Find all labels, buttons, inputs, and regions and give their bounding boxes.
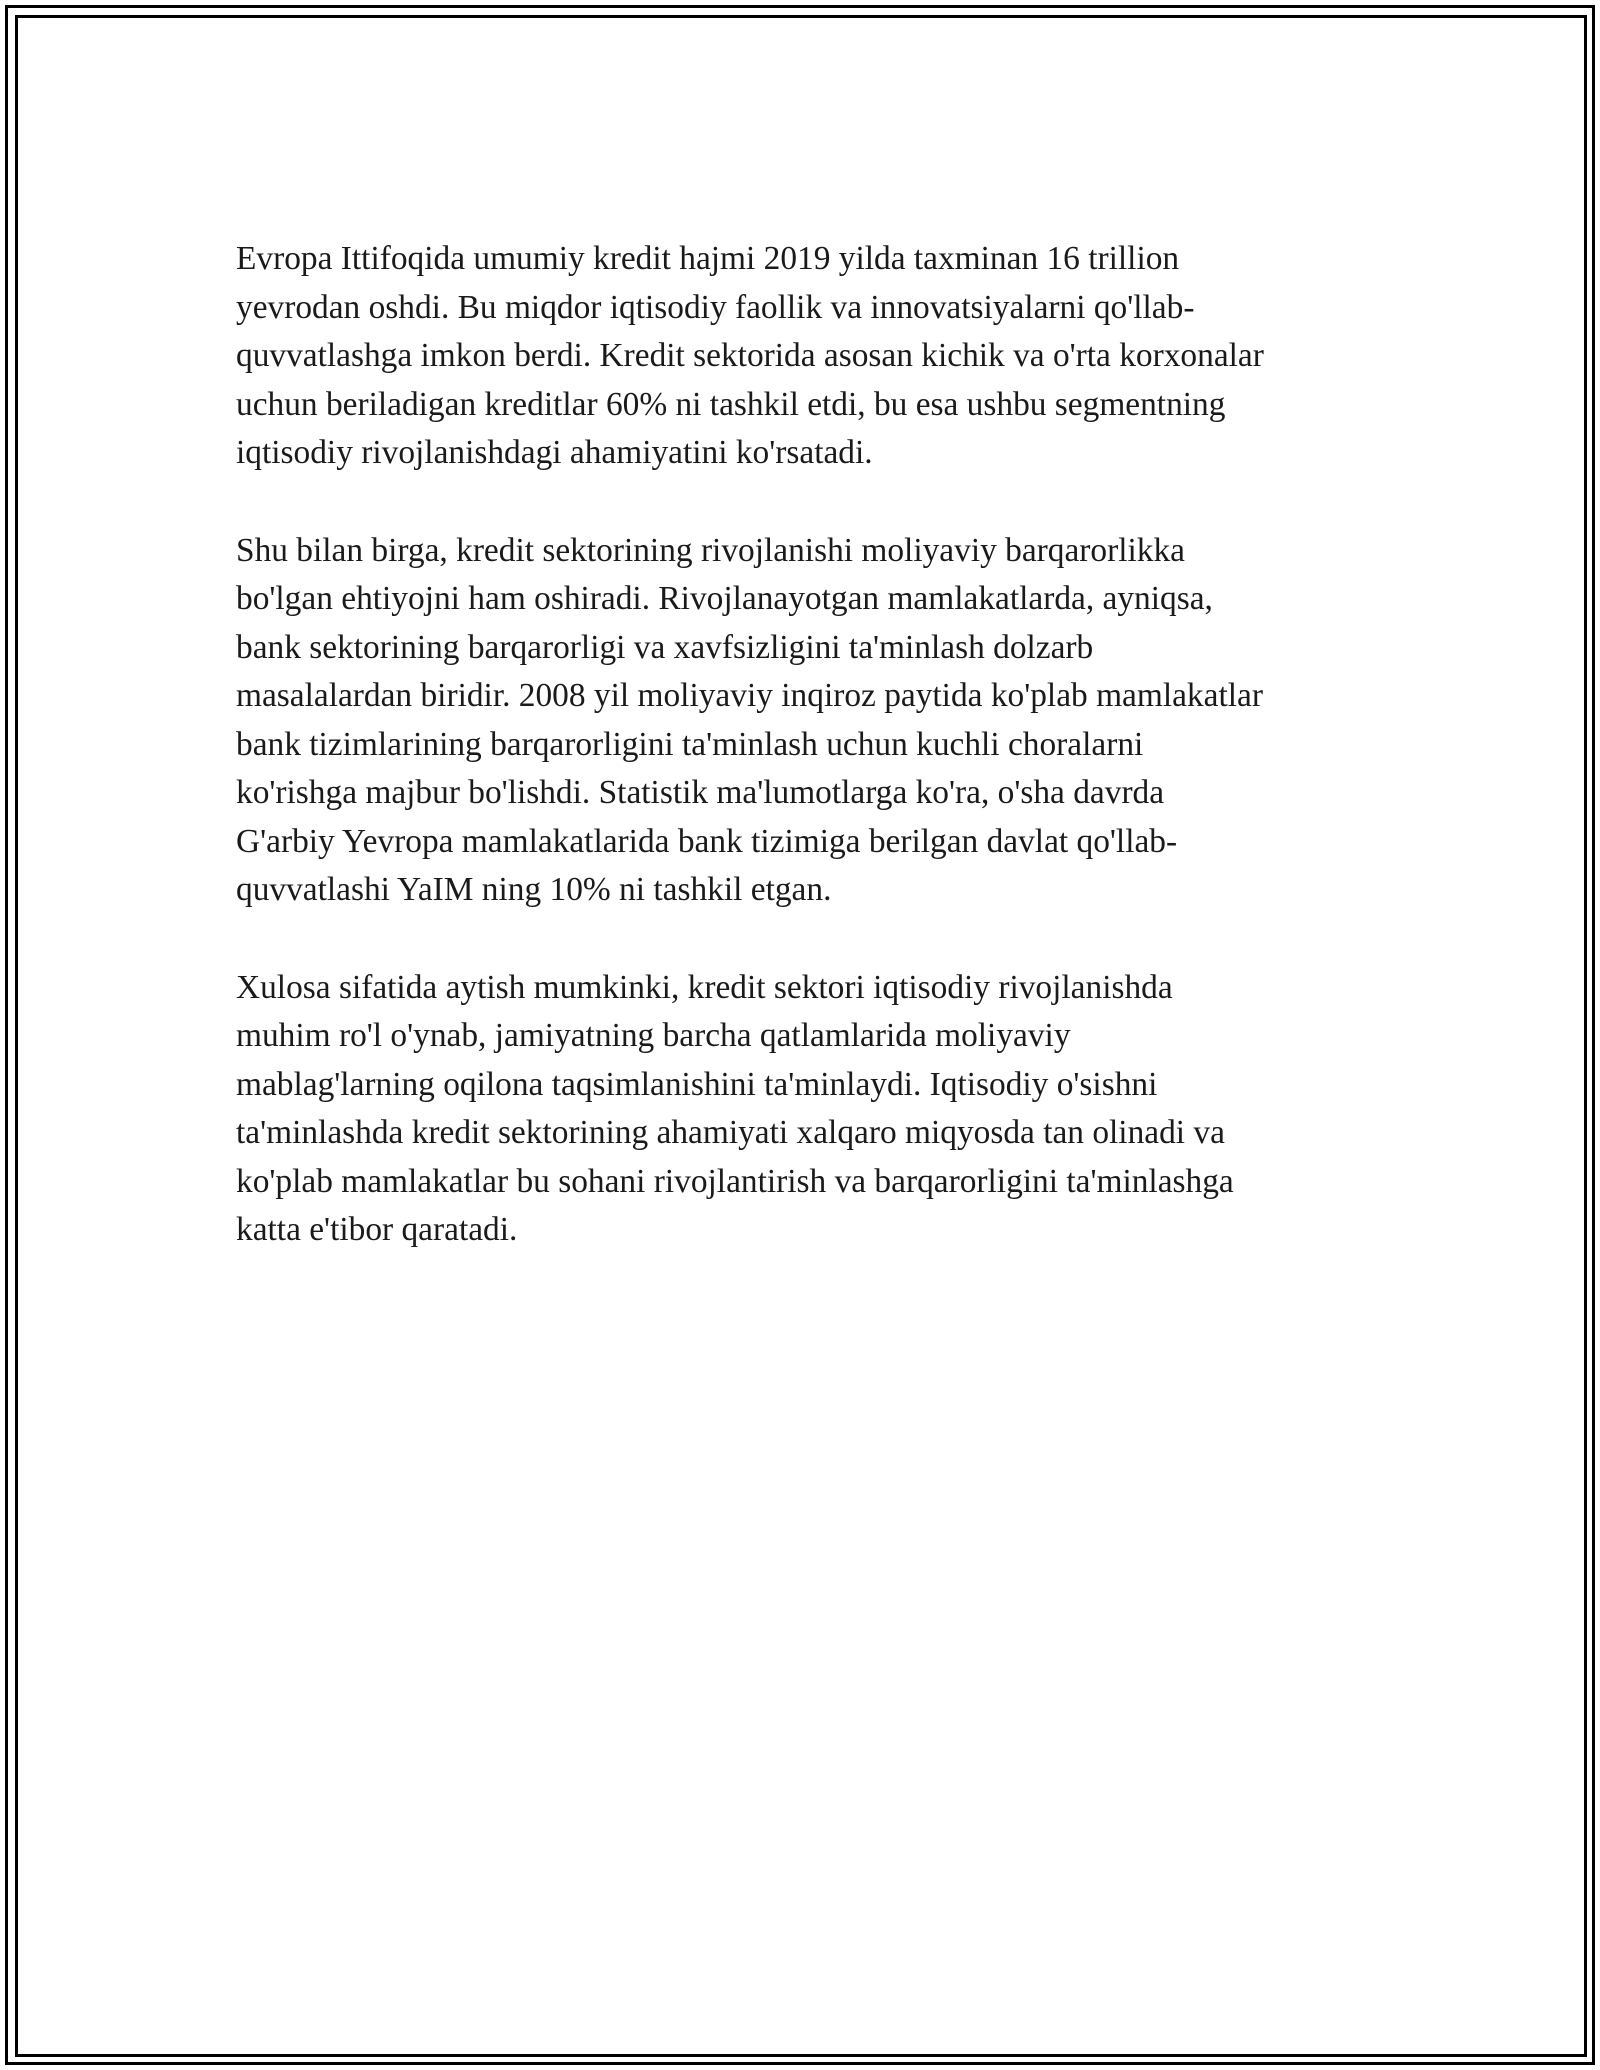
text-line: Xulosa sifatida aytish mumkinki, kredit sektori iqtisodiy rivojlanishda xyxy=(236,968,1173,1006)
text-line: yevrodan oshdi. Bu miqdor iqtisodiy faollik va innovatsiyalarni qo'llab- xyxy=(236,288,1195,326)
text-line: muhim ro'l o'ynab, jamiyatning barcha qatlamlarida moliyaviy xyxy=(236,1017,1071,1054)
text-line: quvvatlashga imkon berdi. Kredit sektorida asosan kichik va o'rta korxonalar xyxy=(236,337,1264,374)
text-line: mablag'larning oqilona taqsimlanishini ta'minlaydi. Iqtisodiy o'sishni xyxy=(236,1065,1158,1103)
text-line: katta e'tibor qaratadi. xyxy=(236,1211,518,1248)
text-line: masalalardan biridir. 2008 yil moliyaviy inqiroz paytida ko'plab mamlakatlar xyxy=(236,677,1263,714)
text-line: iqtisodiy rivojlanishdagi ahamiyatini ko'rsatadi. xyxy=(236,434,873,471)
text-line: ko'rishga majbur bo'lishdi. Statistik ma'lumotlarga ko'ra, o'sha davrda xyxy=(236,774,1165,811)
text-line: Shu bilan birga, kredit sektorining rivojlanishi moliyaviy barqarorlikka xyxy=(236,531,1185,569)
text-line: G'arbiy Yevropa mamlakatlarida bank tizimiga berilgan davlat qo'llab- xyxy=(236,822,1178,860)
text-line: bank tizimlarining barqarorligini ta'minlash uchun kuchli choralarni xyxy=(236,725,1144,763)
paragraph-credit-volume xyxy=(236,235,1386,478)
text-line: Evropa Ittifoqida umumiy kredit hajmi 2019 yilda taxminan 16 trillion xyxy=(236,240,1180,277)
text-line: uchun beriladigan kreditlar 60% ni tashkil etdi, bu esa ushbu segmentning xyxy=(236,385,1226,423)
paragraph-conclusion xyxy=(236,964,1386,1255)
text-line: quvvatlashi YaIM ning 10% ni tashkil etgan. xyxy=(236,871,832,908)
text-line: ta'minlashda kredit sektorining ahamiyati xalqaro miqyosda tan olinadi va xyxy=(236,1114,1225,1151)
text-line: ko'plab mamlakatlar bu sohani rivojlantirish va barqarorligini ta'minlashga xyxy=(236,1162,1234,1200)
document-body xyxy=(236,235,1386,1304)
paragraph-financial-stability xyxy=(236,527,1386,915)
text-line: bank sektorining barqarorligi va xavfsizligini ta'minlash dolzarb xyxy=(236,628,1094,666)
text-line: bo'lgan ehtiyojni ham oshiradi. Rivojlanayotgan mamlakatlarda, ayniqsa, xyxy=(236,580,1213,617)
